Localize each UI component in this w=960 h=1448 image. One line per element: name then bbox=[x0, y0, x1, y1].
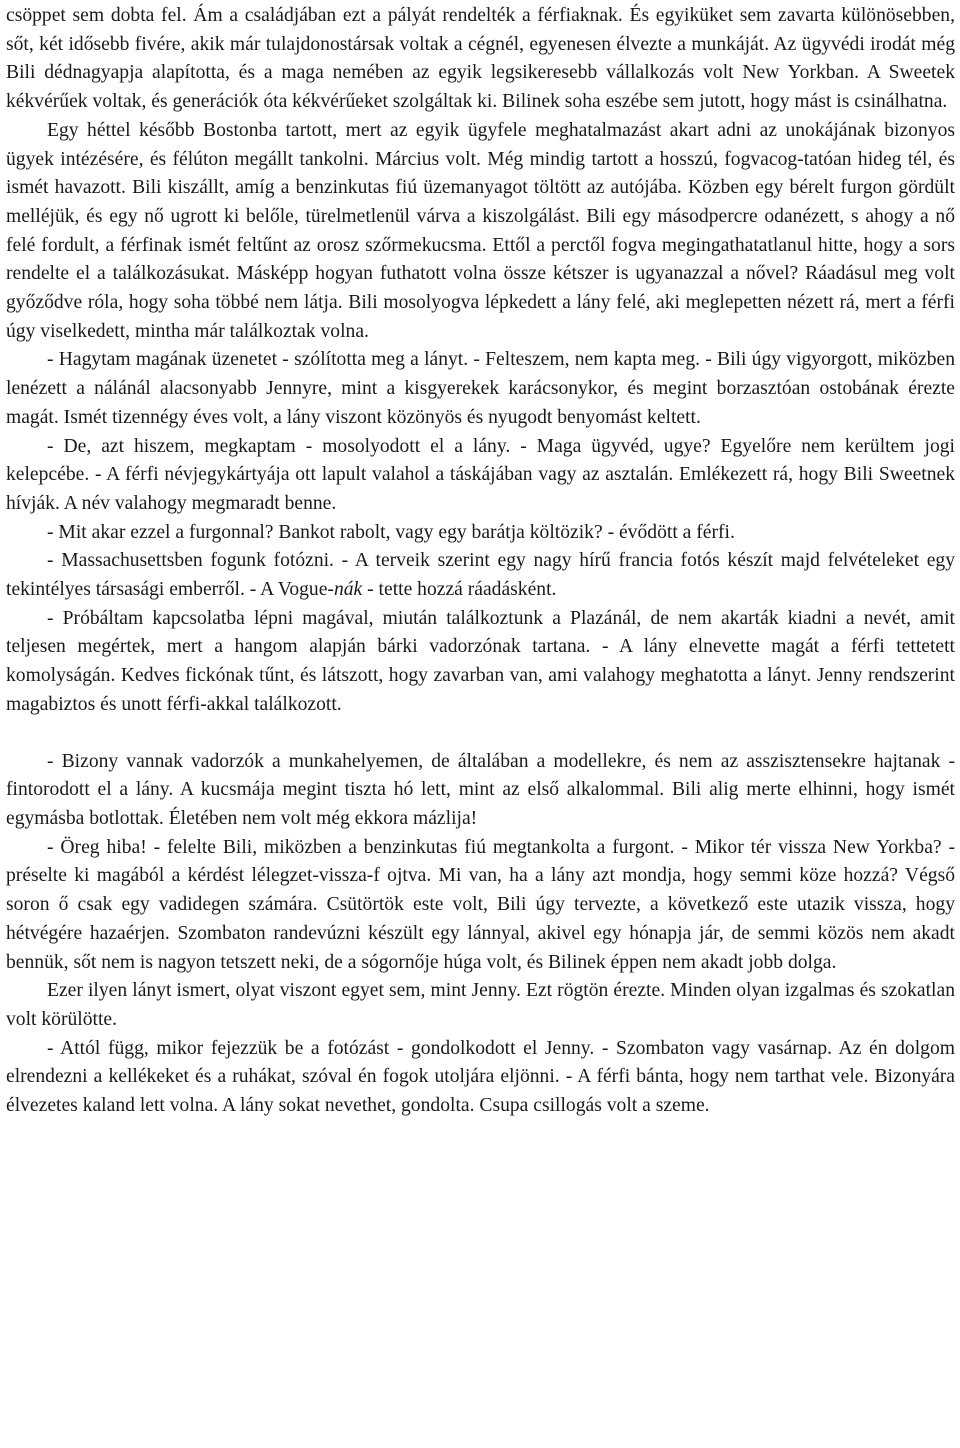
paragraph bbox=[6, 834, 955, 978]
paragraph-text: - De, azt hiszem, megkaptam - mosolyodott el a lány. - Maga ügyvéd, ugye? Egyelőre nem kerültem jogi kelepcébe. - A férfi névjegykártyája ott lapult valahol a táskájában vagy az asztalán. Emlékezett rá, hogy Bili Sweetnek hívják. A név valahogy megmaradt benne. bbox=[6, 435, 955, 514]
paragraph-text: - Massachusettsben fogunk fotózni. - A terveik szerint egy nagy hírű francia fotós készít majd felvételeket egy tekintélyes társasági emberről. - A Vogue- bbox=[6, 550, 955, 601]
paragraph bbox=[6, 2, 955, 117]
paragraph-text: csöppet sem dobta fel. Ám a családjában ezt a pályát rendelték a férfiaknak. És egyiküket sem zavarta különösebben, sőt, két idősebb fivére, akik már tulajdonostársak voltak a cégnél, egyenesen élvezte a munkáját. Az ügyvédi irodát még Bili dédnagyapja alapította, és a maga nemében az egyik legsikeresebb vállalkozás volt New Yorkban. A Sweetek kékvérűek voltak, és generációk óta kékvérűeket szolgáltak ki. Bilinek soha eszébe sem jutott, hogy mást is csinálhatna. bbox=[6, 5, 955, 113]
paragraph bbox=[6, 547, 955, 604]
paragraph-text: - Hagytam magának üzenetet - szólította meg a lányt. - Felteszem, nem kapta meg. - Bili úgy vigyorgott, miközben lenézett a nálánál alacsonyabb Jennyre, mint a kisgyerekek karácsonykor, és megint borzasztóan ostobának érezte magát. Ismét tizennégy éves volt, a lány viszont közönyös és nyugodt benyomást keltett. bbox=[6, 349, 955, 428]
paragraph-text: Egy héttel később Bostonba tartott, mert az egyik ügyfele meghatalmazást akart adni az unokájának bizonyos ügyek intézésére, és félúton megállt tankolni. Március volt. Még mindig tartott a hosszú, fogvacog-tatóan hideg tél, és ismét havazott. Bili kiszállt, amíg a benzinkutas fiú üzemanyagot töltött az autójába. Közben egy bérelt furgon gördült melléjük, és egy nő ugrott ki belőle, türelmetlenül várva a kiszolgálást. Bili egy másodpercre odanézett, s ahogy a nő felé fordult, a férfinak ismét feltűnt az orosz szőrmekucsma. Ettől a perctől fogva megingathatatlanul hitte, hogy a sors rendelte el a találkozásukat. Másképp hogyan futhatott volna össze kétszer is ugyanazzal a nővel? Ráadásul meg volt győződve róla, hogy soha többé nem látja. Bili mosolyogva lépkedett a lány felé, aki meglepetten nézett rá, mert a férfi úgy viselkedett, mintha már találkoztak volna. bbox=[6, 119, 955, 342]
paragraph-text: - tette hozzá ráadásként. bbox=[362, 579, 557, 601]
paragraph bbox=[6, 117, 955, 347]
paragraph bbox=[6, 519, 955, 548]
paragraph bbox=[6, 977, 955, 1034]
paragraph-text: - Mit akar ezzel a furgonnal? Bankot rabolt, vagy egy barátja költözik? - évődött a férfi. bbox=[47, 521, 735, 543]
paragraph-text: Ezer ilyen lányt ismert, olyat viszont egyet sem, mint Jenny. Ezt rögtön érezte. Minden olyan izgalmas és szokatlan volt körülötte. bbox=[6, 980, 955, 1030]
paragraph bbox=[6, 433, 955, 519]
paragraph bbox=[6, 346, 955, 432]
paragraph-text: - Bizony vannak vadorzók a munkahelyemen, de általában a modellekre, és nem az asszisztensekre hajtanak - fintorodott el a lány. A kucsmája megint tiszta hó lett, mint az első alkalommal. Bili alig merte elhinni, hogy ismét egymásba botlottak. Életében nem volt még ekkora mázlija! bbox=[6, 750, 955, 829]
paragraph-text: - Öreg hiba! - felelte Bili, miközben a benzinkutas fiú megtankolta a furgont. - Mikor tér vissza New Yorkba? - préselte ki magából a kérdést lélegzet-vissza-f ojtva. Mi van, ha a lány azt mondja, hogy semmi köze hozzá? Végső soron ő csak egy vadidegen számára. Csütörtök este volt, Bili úgy tervezte, a következő este utazik vissza, hogy hétvégére hazaérjen. Szombaton randevúzni készült egy lánnyal, akivel egy hónapja jár, de semmi közös nem akadt bennük, sőt nem is nagyon tetszett neki, de a sógornője húga volt, és Bilinek éppen nem akadt jobb dolga. bbox=[6, 836, 955, 973]
paragraph bbox=[6, 748, 955, 834]
paragraph bbox=[6, 1035, 955, 1121]
paragraph bbox=[6, 605, 955, 720]
paragraph-gap bbox=[6, 720, 955, 748]
italic-text: nák bbox=[333, 579, 363, 601]
paragraph-text: - Attól függ, mikor fejezzük be a fotózást - gondolkodott el Jenny. - Szombaton vagy vasárnap. Az én dolgom elrendezni a kellékeket és a ruhákat, szóval én fogok utoljára eljönni. - A férfi bánta, hogy nem tarthat vele. Bizonyára élvezetes kaland lett volna. A lány sokat nevethet, gondolta. Csupa csillogás volt a szeme. bbox=[6, 1037, 955, 1117]
document-page bbox=[6, 2, 955, 1121]
paragraph-text: - Próbáltam kapcsolatba lépni magával, miután találkoztunk a Plazánál, de nem akarták kiadni a nevét, amit teljesen megértek, mert a hangom alapján bárki vadorzónak tartana. - A lány elnevette magát a férfi tettetett komolyságán. Kedves fickónak tűnt, és látszott, hogy zavarban van, ami valahogy meghatotta a lányt. Jenny rendszerint magabiztos és unott férfi-akkal találkozott. bbox=[6, 607, 955, 715]
